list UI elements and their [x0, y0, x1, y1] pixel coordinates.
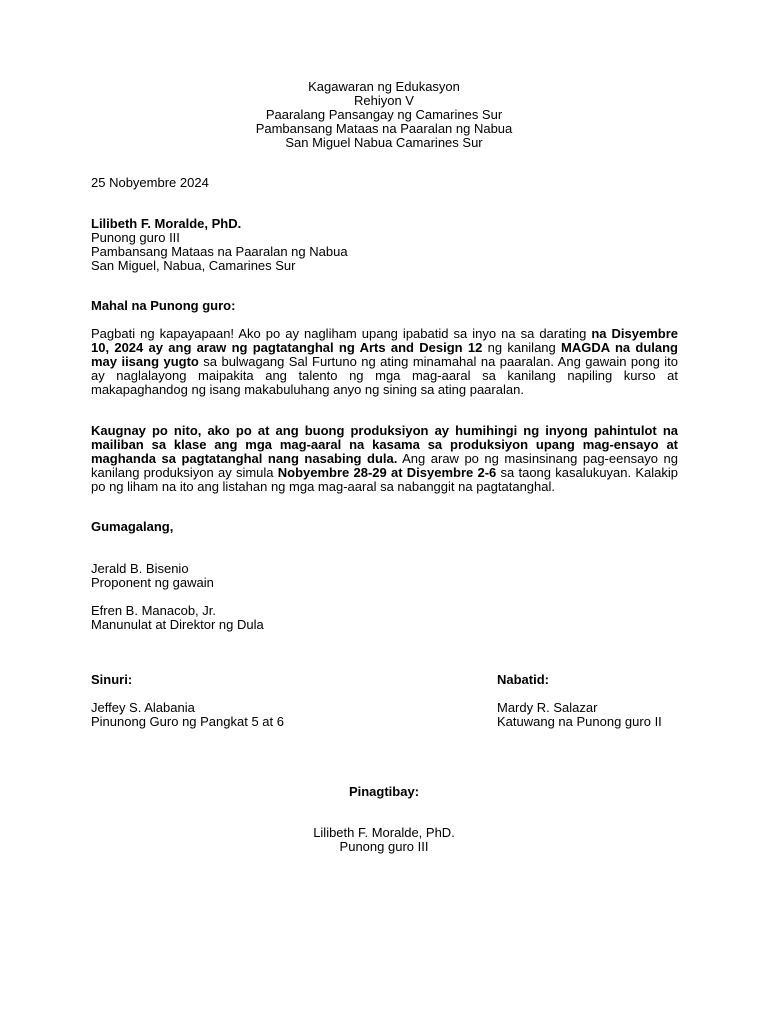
checked-by-role: Pinunong Guro ng Pangkat 5 at 6 — [91, 714, 284, 729]
closing: Gumagalang, — [91, 519, 174, 534]
para1-text-1: Pagbati ng kapayapaan! Ako po ay nagliham upang ipabatid sa inyo na sa darating — [91, 326, 592, 341]
noted-by-role: Katuwang na Punong guro II — [497, 714, 662, 729]
recipient-title: Punong guro III — [91, 230, 180, 245]
approved-by-name: Lilibeth F. Moralde, PhD. — [313, 825, 455, 840]
para1-text-2: ng kanilang — [482, 340, 562, 355]
recipient-name: Lilibeth F. Moralde, PhD. — [91, 216, 242, 231]
approved-by-label: Pinagtibay: — [348, 784, 420, 799]
letterhead-region: Rehiyon V — [354, 93, 414, 108]
signatory-role: Proponent ng gawain — [91, 575, 214, 590]
letter-date: 25 Nobyembre 2024 — [91, 175, 209, 190]
letterhead-school: Pambansang Mataas na Paaralan ng Nabua — [255, 121, 513, 136]
para1-bold-2: MAGDA na dulang may iisang yugto — [91, 340, 678, 369]
para2-text-2: sa taong kasalukuyan. Kalakip po ng liham na ito ang listahan ng mga mag-aaral sa nabanggit na pagtatanghal. — [91, 465, 678, 494]
checked-by-name: Jeffey S. Alabania — [91, 700, 195, 715]
signatory-proponent — [91, 562, 679, 590]
para2-bold-2: Nobyembre 28-29 at Disyembre 2-6 — [277, 465, 497, 480]
body-paragraph-2 — [91, 424, 678, 494]
noted-by-name: Mardy R. Salazar — [497, 700, 598, 715]
letterhead-division: Paaralang Pansangay ng Camarines Sur — [265, 107, 503, 122]
checked-by-label: Sinuri: — [91, 672, 133, 687]
checked-by-block — [91, 673, 451, 729]
approved-by-role: Punong guro III — [339, 839, 429, 854]
body-paragraph-1 — [91, 327, 678, 397]
recipient-school: Pambansang Mataas na Paaralan ng Nabua — [91, 244, 348, 259]
noted-by-block — [497, 673, 737, 729]
recipient-block — [91, 217, 679, 273]
para2-text-1: Ang araw po ng masinsinang pag-eensayo ng kanilang produksiyon ay simula — [91, 451, 678, 480]
para2-bold-1: Kaugnay po nito, ako po at ang buong produksiyon ay humihingi ng inyong pahintulot na mailiban sa klase ang mga mag-aaral na kasama sa produksiyon upang mag-ensayo at maghanda sa pagtatanghal nang nasabing dula. — [91, 423, 678, 466]
signatory-name: Jerald B. Bisenio — [91, 561, 189, 576]
noted-by-label: Nabatid: — [497, 672, 549, 687]
para1-text-3: sa bulwagang Sal Furtuno ng ating minamahal na paaralan. Ang gawain pong ito ay naglalayong maipakita ang talento ng mga mag-aaral sa kanilang napiling kurso at makapaghandog ng isang makabuluhang anyo ng sining sa ating paaralan. — [91, 354, 678, 397]
para1-bold-1: na Disyembre 10, 2024 ay ang araw ng pagtatanghal ng Arts and Design 12 — [91, 326, 678, 355]
letterhead-address: San Miguel Nabua Camarines Sur — [285, 135, 483, 150]
approved-by-block — [0, 826, 768, 854]
approved-by-label-block — [0, 785, 768, 799]
salutation: Mahal na Punong guro: — [91, 298, 236, 313]
signatory-name: Efren B. Manacob, Jr. — [91, 603, 217, 618]
signatory-director — [91, 604, 679, 632]
recipient-address: San Miguel, Nabua, Camarines Sur — [91, 258, 296, 273]
letterhead-department: Kagawaran ng Edukasyon — [308, 79, 460, 94]
signatory-role: Manunulat at Direktor ng Dula — [91, 617, 264, 632]
letterhead — [0, 80, 768, 150]
